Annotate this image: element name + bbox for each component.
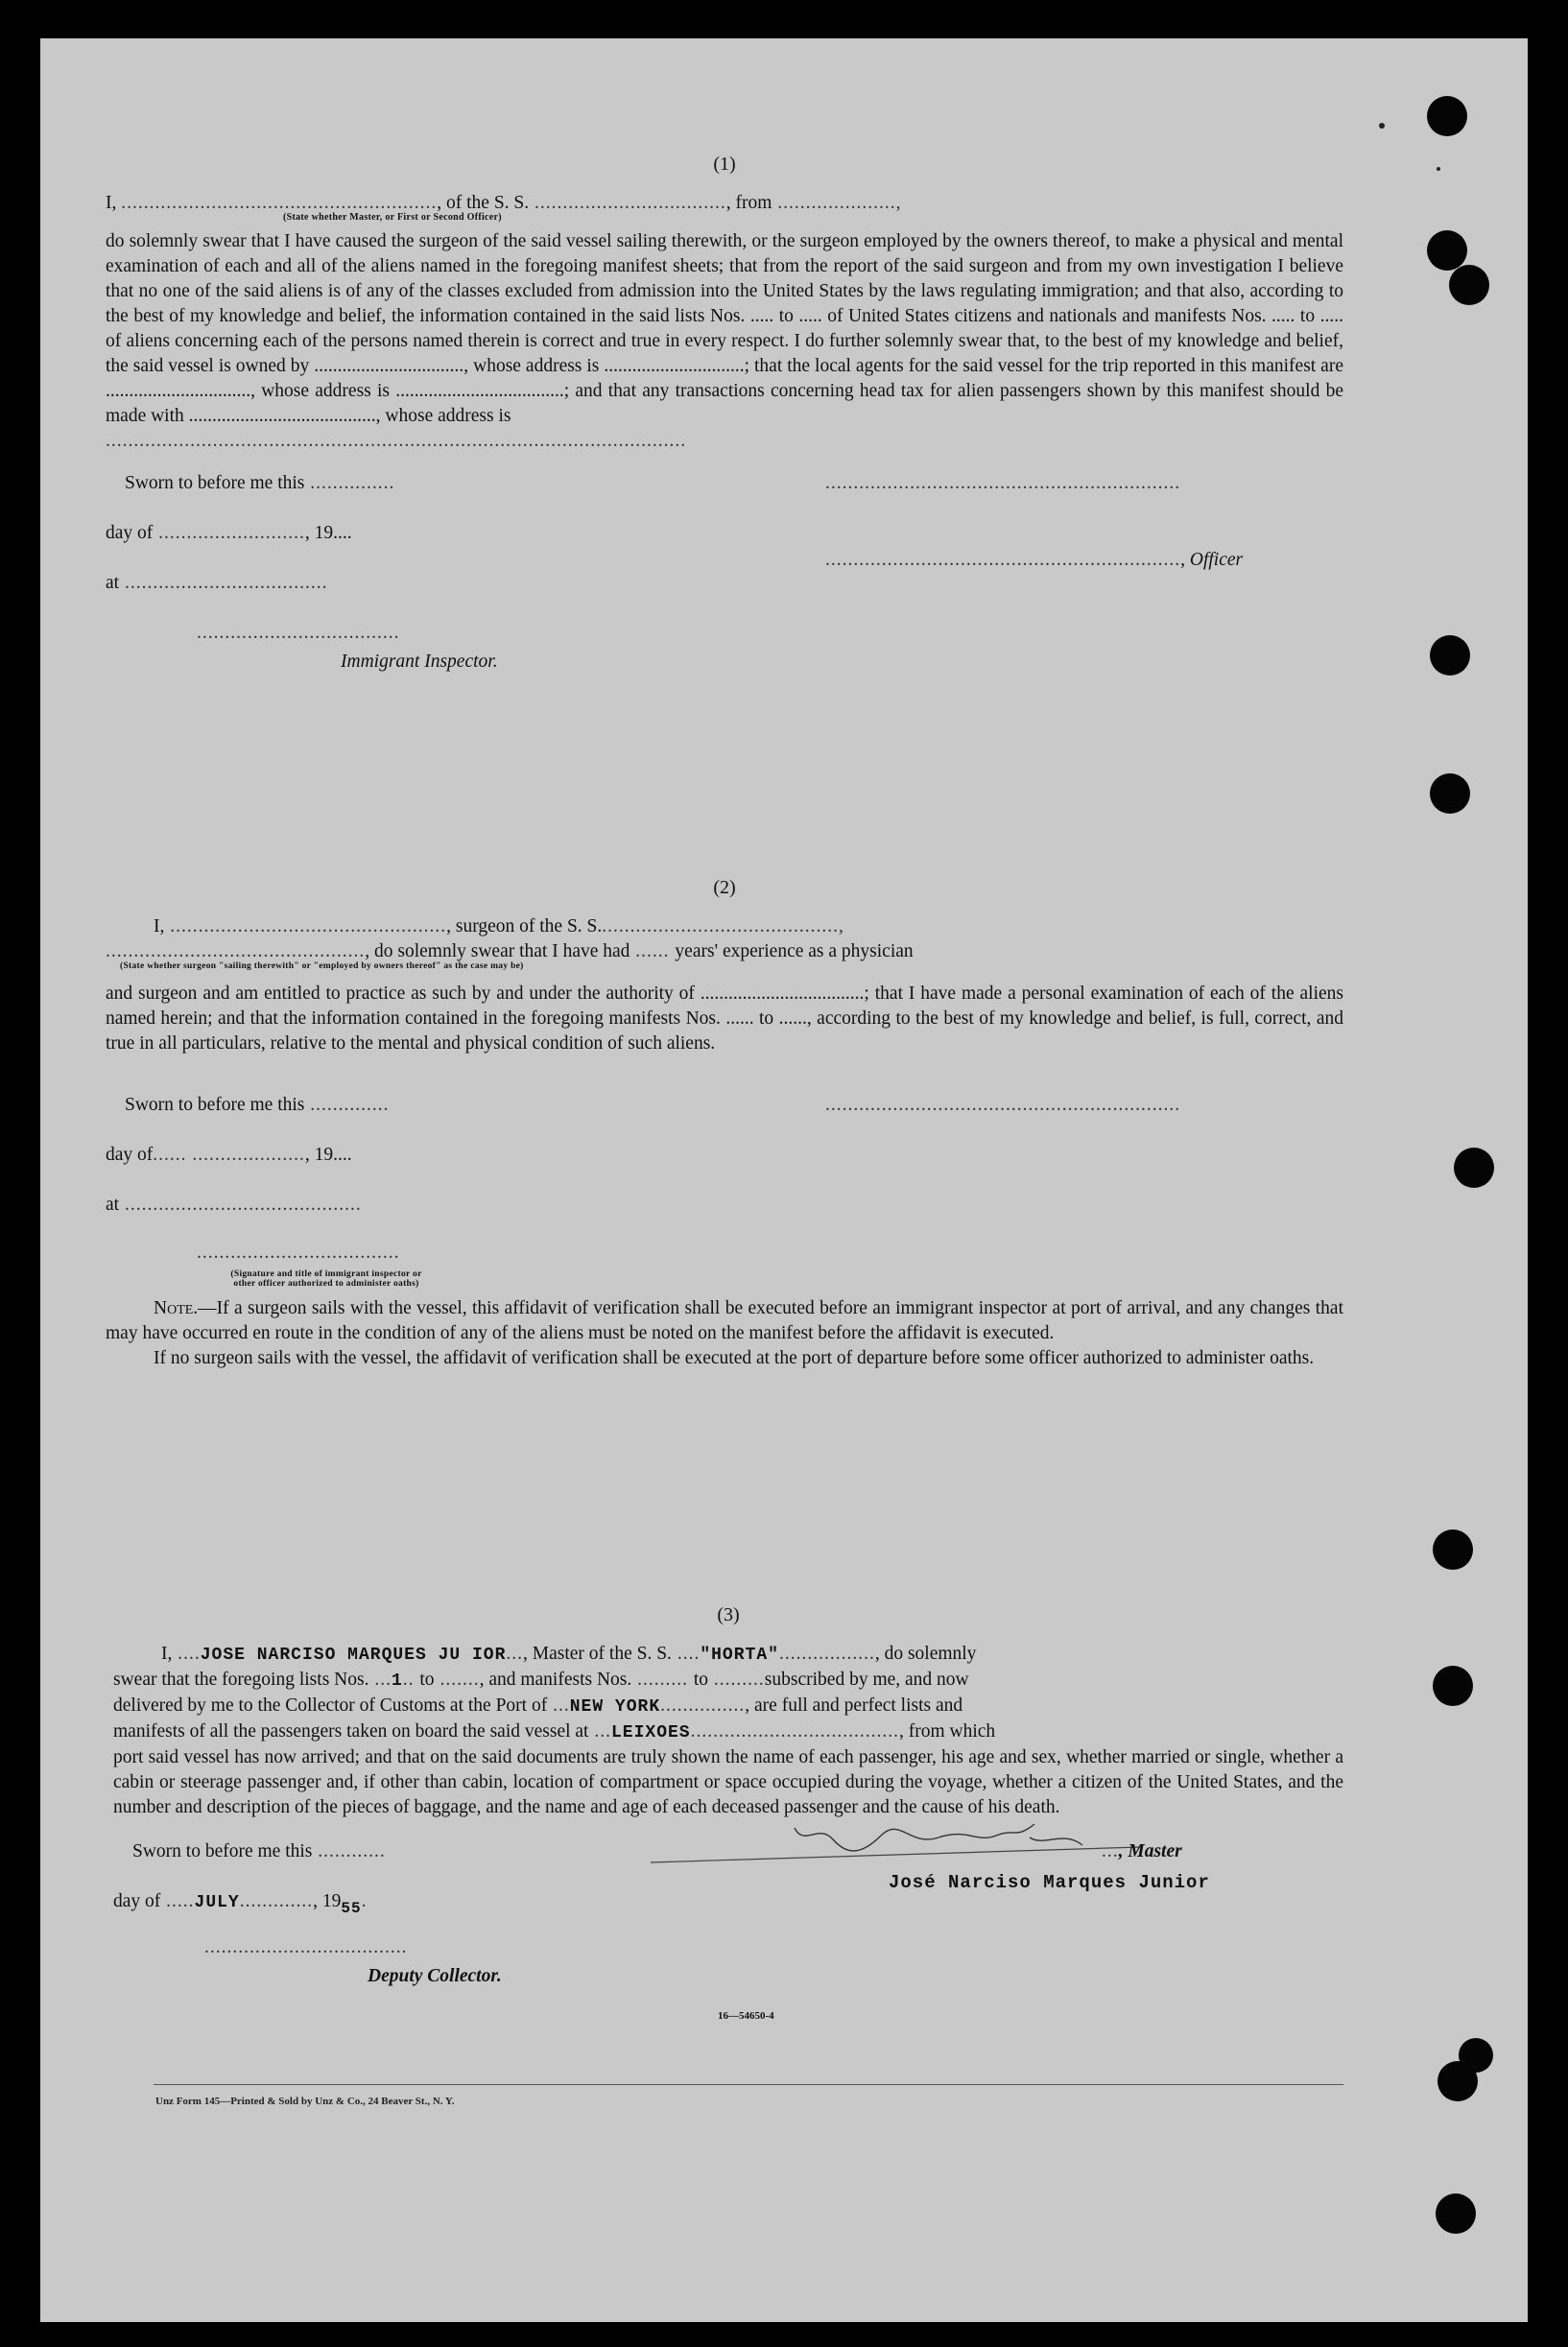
inspector-signature-line: .................................... — [197, 623, 400, 643]
speck — [1437, 167, 1440, 171]
port-line: delivered by me to the Collector of Customs at the Port of ...NEW YORK..............., are full and perfect lists and — [113, 1695, 963, 1717]
line-prefix: I, — [154, 916, 165, 936]
note-paragraph-2: If no surgeon sails with the vessel, the affidavit of verification shall be executed at the port of departure before some officer authorized to administer oaths. — [154, 1348, 1315, 1368]
port-of-arrival: NEW YORK — [569, 1697, 661, 1717]
line-prefix: I, — [106, 193, 117, 213]
master-label: , Master — [1118, 1841, 1182, 1861]
officer-line: I, ........................................................, of the S. S. .................................., from ....................., — [106, 193, 902, 213]
sworn-line: Sworn to before me this .............. — [125, 1095, 390, 1115]
note-text: —If a surgeon sails with the vessel, this affidavit of verification shall be executed before an immigrant inspector at port of arrival, and any changes that may have occurred en route in the condition of any of the aliens must be noted on the manifest before the affidavit is executed. — [106, 1298, 1343, 1343]
year-label: , 19.... — [304, 1145, 352, 1165]
footer-divider — [154, 2084, 1343, 2085]
lists-line: swear that the foregoing lists Nos. ...1.. to ......., and manifests Nos. ......... to .........subscribed by me, and now — [113, 1670, 969, 1691]
form-code: 16—54650-4 — [718, 2010, 774, 2022]
sworn-line: Sworn to before me this ............ — [132, 1841, 386, 1861]
departure-line: manifests of all the passengers taken on board the said vessel at ...LEIXOES....................................., from which — [113, 1721, 996, 1742]
section-number: (2) — [713, 877, 736, 898]
at-line: at .................................... — [106, 573, 328, 593]
master-label-wrap: ..., Master — [1102, 1841, 1182, 1861]
sworn-label: Sworn to before me this — [125, 1095, 305, 1115]
note-label: Note. — [154, 1298, 199, 1318]
inspector-hint: (Signature and title of immigrant inspector or other officer authorized to administer oaths) — [230, 1269, 422, 1289]
at-line: at .......................................... — [106, 1195, 362, 1215]
sworn-line: Sworn to before me this ............... — [125, 473, 395, 493]
line-prefix: I, — [161, 1644, 173, 1664]
subscribed-label: subscribed by me, and now — [764, 1670, 969, 1690]
section-1 — [106, 154, 1343, 694]
from-which-label: , from which — [898, 1721, 996, 1742]
master-of-label: , Master of the S. S. — [523, 1644, 672, 1664]
list-from-number: 1 — [391, 1671, 403, 1691]
binder-hole — [1459, 2038, 1493, 2073]
section-2-body: and surgeon and am entitled to practice as such by and under the authority of ...................................; that I have made a personal examination of each of the aliens named herein; and that the information contained in the foregoing manifests Nos. ...... to ......, according to the best of my knowledge and belief, is full, correct, and true in all particulars, relative to the mental and physical condition of such aliens. — [106, 984, 1343, 1054]
surgeon-of-label: , surgeon of the S. S. — [446, 916, 603, 936]
officer-signature-line: ............................................................... — [825, 473, 1181, 493]
deputy-label: Deputy Collector. — [368, 1966, 502, 1986]
binder-hole — [1427, 230, 1467, 271]
year-prefix: , 19 — [313, 1891, 342, 1911]
of-the-ss-label: , of the S. S. — [437, 193, 530, 213]
manifests-label: , and manifests Nos. — [479, 1670, 632, 1690]
solemnly-label: , do solemnly — [874, 1644, 977, 1664]
binder-hole — [1454, 1148, 1494, 1188]
master-signature — [651, 1818, 1150, 1876]
years-experience-label: years' experience as a physician — [675, 941, 914, 961]
officer-line: ..............................................................., Officer — [825, 550, 1244, 570]
section-number: (1) — [713, 154, 736, 175]
officer-label: , Officer — [1180, 550, 1244, 570]
inspector-label: Immigrant Inspector. — [341, 652, 498, 672]
officer-hint: (State whether Master, or First or Second Officer) — [283, 212, 502, 223]
day-of-label: day of — [113, 1891, 161, 1911]
binder-hole — [1449, 265, 1489, 305]
binder-hole — [1427, 96, 1467, 136]
full-perfect-label: , are full and perfect lists and — [745, 1695, 963, 1716]
collector-signature-line: .................................... — [204, 1937, 408, 1957]
sworn-label: Sworn to before me this — [132, 1841, 313, 1861]
solemnly-swear-label: , do solemnly swear that I have had — [365, 941, 630, 961]
master-name: JOSE NARCISO MARQUES JU IOR — [200, 1646, 507, 1665]
delivered-label: delivered by me to the Collector of Customs at the Port of — [113, 1695, 548, 1716]
to-label: to — [419, 1670, 435, 1690]
binder-hole — [1430, 773, 1470, 814]
experience-line: .............................................., do solemnly swear that I have had ...... years' experience as a physician — [106, 941, 914, 961]
manifests-all-label: manifests of all the passengers taken on board the said vessel at — [113, 1721, 589, 1742]
year-label: , 19.... — [304, 523, 352, 543]
section-3 — [113, 1604, 1343, 2022]
to-label: to — [693, 1670, 709, 1690]
section-2 — [106, 877, 1343, 1371]
day-line: day of .....JULY............., $19_{55}$. — [113, 1891, 368, 1917]
printer-footer: Unz Form 145—Printed & Sold by Unz & Co., 24 Beaver St., N. Y. — [155, 2096, 455, 2107]
master-name-stamp: José Narciso Marques Junior — [889, 1872, 1210, 1893]
surgeon-hint: (State whether surgeon "sailing therewith" or "employed by owners thereof" as the case may be) — [120, 961, 524, 971]
swear-lists-label: swear that the foregoing lists Nos. — [113, 1670, 369, 1690]
day-of-label: day of — [106, 1145, 154, 1165]
binder-hole — [1433, 1529, 1473, 1570]
master-line: I, ....JOSE NARCISO MARQUES JU IOR..., Master of the S. S. ...."HORTA"................., do solemnly — [161, 1644, 977, 1665]
at-label: at — [106, 1195, 120, 1215]
note-paragraph — [106, 1296, 1343, 1346]
month-value: JULY — [194, 1893, 240, 1912]
ship-name: "HORTA" — [700, 1646, 779, 1665]
at-label: at — [106, 573, 120, 593]
binder-hole — [1433, 1666, 1473, 1706]
surgeon-signature-line: ............................................................... — [825, 1095, 1181, 1115]
day-line: day of...... ...................., 19.... — [106, 1145, 352, 1165]
section-3-body: port said vessel has now arrived; and that on the said documents are truly shown the name of each passenger, his age and sex, whether married or single, whether a cabin or steerage passenger and, if other than cabin, location of compartment or space occupied during the voyage, whether a citizen of the United States, and the number and description of the pieces of baggage, and the name and age of each deceased passenger and the cause of his death. — [113, 1747, 1343, 1817]
port-of-departure: LEIXOES — [610, 1723, 691, 1742]
day-line: day of .........................., 19.... — [106, 523, 352, 543]
binder-hole — [1436, 2193, 1476, 2234]
from-label: , from — [725, 193, 772, 213]
sworn-label: Sworn to before me this — [125, 473, 305, 493]
section-1-body: do solemnly swear that I have caused the surgeon of the said vessel sailing therewith, or the surgeon employed by the owners thereof, to make a physical and mental examination of each and all of the aliens named in the foregoing manifest sheets; that from the report of the said surgeon and from my own investigation I believe that no one of the said aliens is of any of the classes excluded from admission into the United States by the laws regulating immigration; and that also, according to the best of my knowledge and belief, the information contained in the said lists Nos. ..... to ..... of United States citizens and nationals and manifests Nos. ..... to ..... of aliens concerning each of the persons named therein is correct and true in every respect. I do further solemnly swear that, to the best of my knowledge and belief, the said vessel is owned by ................................, whose address is ..............................; that the local agents for the said vessel for the trip reported in this manifest are ..............................., whose address is ....................................; and that any transactions concerning head tax for alien passengers shown by this manifest should be made with ........................................, whose address is — [106, 231, 1343, 426]
speck — [1379, 123, 1385, 129]
year-value: 55 — [341, 1900, 362, 1917]
surgeon-line: I, ................................................., surgeon of the S. S..........................................., — [154, 916, 844, 936]
section-number: (3) — [717, 1604, 740, 1625]
day-of-label: day of — [106, 523, 154, 543]
address-dots: ....................................................................................................... — [106, 431, 687, 451]
inspector-signature-line: .................................... — [197, 1243, 400, 1263]
binder-hole — [1430, 635, 1470, 676]
